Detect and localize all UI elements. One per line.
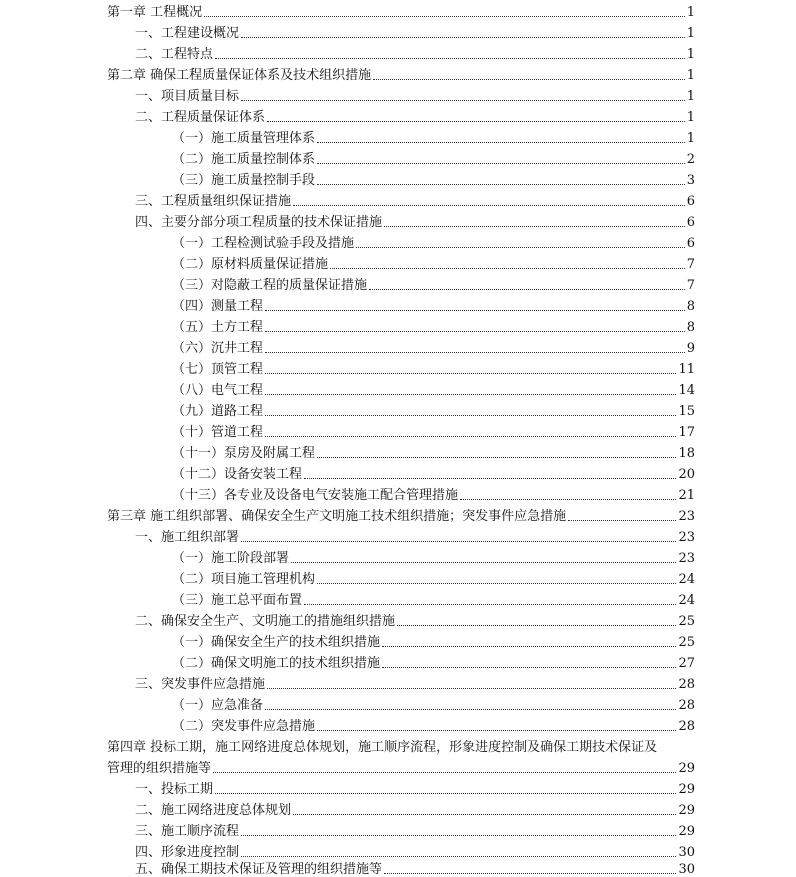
toc-entry-subsection[interactable]: [172, 357, 695, 377]
leader-dots: [241, 100, 685, 101]
toc-page-number: 29: [678, 803, 695, 818]
toc-entry-section[interactable]: [135, 210, 695, 230]
toc-page-number: 1: [686, 89, 695, 104]
toc-entry-subsection[interactable]: [172, 126, 695, 146]
toc-entry-section[interactable]: [135, 777, 695, 797]
leader-dots: [384, 226, 685, 227]
leader-dots: [317, 583, 676, 584]
leader-dots: [265, 310, 685, 311]
toc-entry-subsection[interactable]: [172, 630, 695, 650]
toc-page-number: 24: [678, 572, 695, 587]
toc-entry-section[interactable]: [135, 42, 695, 62]
toc-page-number: 1: [686, 26, 695, 41]
toc-page-number: 8: [686, 299, 695, 314]
toc-entry-chapter-4-line-1[interactable]: [107, 735, 695, 755]
toc-page-number: 23: [678, 509, 695, 524]
toc-page-number: 25: [678, 614, 695, 629]
leader-dots: [293, 814, 676, 815]
toc-entry-section[interactable]: [135, 798, 695, 818]
toc-entry-section[interactable]: [135, 819, 695, 839]
leader-dots: [215, 793, 676, 794]
toc-page-number: 8: [686, 320, 695, 335]
leader-dots: [265, 415, 676, 416]
toc-entry-title: （十二）设备安装工程: [172, 467, 303, 482]
toc-entry-section[interactable]: [135, 84, 695, 104]
toc-entry-title: 一、工程建设概况: [135, 26, 240, 41]
toc-page-number: 28: [678, 719, 695, 734]
leader-dots: [460, 499, 676, 500]
toc-entry-title: （十）管道工程: [172, 425, 264, 440]
toc-entry-title: 第二章 确保工程质量保证体系及技术组织措施: [107, 68, 372, 83]
toc-entry-section[interactable]: [135, 105, 695, 125]
toc-page-number: 29: [678, 824, 695, 839]
toc-entry-title: 三、突发事件应急措施: [135, 677, 266, 692]
toc-entry-section[interactable]: [135, 857, 695, 877]
leader-dots: [265, 331, 685, 332]
toc-entry-title: （九）道路工程: [172, 404, 264, 419]
toc-entry-title: （六）沉井工程: [172, 341, 264, 356]
leader-dots: [304, 478, 676, 479]
toc-page-number: 20: [678, 467, 695, 482]
toc-page-number: 6: [686, 194, 695, 209]
toc-entry-chapter-1[interactable]: [107, 0, 695, 20]
toc-entry-chapter-4-line-2[interactable]: [107, 756, 695, 776]
toc-entry-title: 二、确保安全生产、文明施工的措施组织措施: [135, 614, 396, 629]
leader-dots: [330, 268, 685, 269]
toc-entry-title: 第三章 施工组织部署、确保安全生产文明施工技术组织措施；突发事件应急措施: [107, 509, 567, 524]
leader-dots: [317, 184, 685, 185]
toc-entry-subsection[interactable]: [172, 252, 695, 272]
toc-entry-subsection[interactable]: [172, 441, 695, 461]
toc-entry-subsection[interactable]: [172, 420, 695, 440]
leader-dots: [241, 835, 676, 836]
toc-entry-subsection[interactable]: [172, 378, 695, 398]
toc-entry-title: 四、形象进度控制: [135, 845, 240, 860]
toc-page-number: 9: [686, 341, 695, 356]
toc-entry-title: （一）应急准备: [172, 698, 264, 713]
leader-dots: [397, 625, 676, 626]
toc-entry-subsection[interactable]: [172, 147, 695, 167]
toc-page-number: 1: [686, 47, 695, 62]
leader-dots: [317, 163, 685, 164]
toc-page-number: 14: [678, 383, 695, 398]
toc-entry-title: （二）突发事件应急措施: [172, 719, 316, 734]
toc-entry-title: （一）施工质量管理体系: [172, 131, 316, 146]
toc-entry-subsection[interactable]: [172, 168, 695, 188]
toc-entry-title: （一）工程检测试验手段及措施: [172, 236, 355, 251]
toc-page-number: 7: [686, 257, 695, 272]
toc-entry-title: （一）施工阶段部署: [172, 551, 290, 566]
toc-entry-subsection[interactable]: [172, 294, 695, 314]
toc-entry-subsection[interactable]: [172, 714, 695, 734]
leader-dots: [317, 142, 685, 143]
toc-entry-subsection[interactable]: [172, 546, 695, 566]
leader-dots: [304, 604, 676, 605]
toc-entry-title: 二、工程特点: [135, 47, 214, 62]
toc-page-number: 1: [686, 5, 695, 20]
leader-dots: [241, 541, 676, 542]
toc-entry-title: （五）土方工程: [172, 320, 264, 335]
toc-entry-title: 一、项目质量目标: [135, 89, 240, 104]
leader-dots: [213, 772, 676, 773]
toc-entry-title: 三、施工顺序流程: [135, 824, 240, 839]
toc-page-number: 28: [678, 677, 695, 692]
toc-entry-section[interactable]: [135, 189, 695, 209]
toc-entry-title: （四）测量工程: [172, 299, 264, 314]
leader-dots: [568, 520, 676, 521]
toc-entry-title: （三）施工总平面布置: [172, 593, 303, 608]
toc-page-number: 1: [686, 68, 695, 83]
toc-entry-subsection[interactable]: [172, 567, 695, 587]
toc-page-number: 21: [678, 488, 695, 503]
toc-entry-subsection[interactable]: [172, 273, 695, 293]
toc-page-number: 6: [686, 236, 695, 251]
toc-entry-section[interactable]: [135, 21, 695, 41]
toc-entry-title: 一、施工组织部署: [135, 530, 240, 545]
toc-entry-title: （十三）各专业及设备电气安装施工配合管理措施: [172, 488, 459, 503]
leader-dots: [265, 352, 685, 353]
toc-entry-subsection[interactable]: [172, 651, 695, 671]
toc-entry-title: 四、主要分部分项工程质量的技术保证措施: [135, 215, 383, 230]
toc-entry-title: 管理的组织措施等: [107, 761, 212, 776]
toc-page-number: 6: [686, 215, 695, 230]
leader-dots: [384, 873, 676, 874]
toc-entry-subsection[interactable]: [172, 588, 695, 608]
toc-entry-title: （二）施工质量控制体系: [172, 152, 316, 167]
leader-dots: [265, 709, 676, 710]
leader-dots: [204, 16, 685, 17]
toc-entry-title: 二、施工网络进度总体规划: [135, 803, 292, 818]
toc-page-number: 2: [686, 152, 695, 167]
toc-entry-title: 五、确保工期技术保证及管理的组织措施等: [135, 862, 383, 877]
toc-page-number: 29: [678, 761, 695, 776]
leader-dots: [267, 121, 685, 122]
toc-page-number: 24: [678, 593, 695, 608]
toc-entry-title: 三、工程质量组织保证措施: [135, 194, 292, 209]
leader-dots: [241, 37, 685, 38]
toc-page-number: 11: [678, 362, 695, 377]
toc-entry-title: （一）确保安全生产的技术组织措施: [172, 635, 381, 650]
leader-dots: [265, 436, 676, 437]
toc-entry-title: 一、投标工期: [135, 782, 214, 797]
toc-page-number: 1: [686, 110, 695, 125]
toc-page-number: 25: [678, 635, 695, 650]
leader-dots: [369, 289, 685, 290]
toc-page-number: 29: [678, 782, 695, 797]
toc-entry-title: 第四章 投标工期，施工网络进度总体规划，施工顺序流程，形象进度控制及确保工期技术保证及: [107, 740, 658, 755]
toc-entry-subsection[interactable]: [172, 336, 695, 356]
leader-dots: [373, 79, 685, 80]
leader-dots: [317, 457, 676, 458]
toc-entry-subsection[interactable]: [172, 315, 695, 335]
toc-entry-title: （二）项目施工管理机构: [172, 572, 316, 587]
toc-entry-title: （八）电气工程: [172, 383, 264, 398]
toc-entry-title: （三）施工质量控制手段: [172, 173, 316, 188]
leader-dots: [265, 373, 676, 374]
toc-entry-title: （二）原材料质量保证措施: [172, 257, 329, 272]
toc-page-number: 18: [678, 446, 695, 461]
toc-entry-title: 第一章 工程概况: [107, 5, 203, 20]
toc-page-number: 28: [678, 698, 695, 713]
leader-dots: [215, 58, 685, 59]
toc-page-number: 27: [678, 656, 695, 671]
toc-page-number: 17: [678, 425, 695, 440]
toc-page-number: 3: [686, 173, 695, 188]
toc-entry-title: （三）对隐蔽工程的质量保证措施: [172, 278, 368, 293]
toc-page-number: 23: [678, 551, 695, 566]
toc-entry-title: 二、工程质量保证体系: [135, 110, 266, 125]
leader-dots: [317, 730, 676, 731]
leader-dots: [382, 667, 676, 668]
toc-entry-title: （二）确保文明施工的技术组织措施: [172, 656, 381, 671]
toc-entry-title: （七）顶管工程: [172, 362, 264, 377]
toc-page-number: 30: [678, 845, 695, 860]
toc-entry-subsection[interactable]: [172, 462, 695, 482]
toc-page-number: 7: [686, 278, 695, 293]
toc-entry-subsection[interactable]: [172, 399, 695, 419]
leader-dots: [267, 688, 676, 689]
toc-entry-chapter-3[interactable]: [107, 504, 695, 524]
toc-page-number: 15: [678, 404, 695, 419]
leader-dots: [293, 205, 685, 206]
leader-dots: [382, 646, 676, 647]
leader-dots: [356, 247, 685, 248]
toc-entry-section[interactable]: [135, 672, 695, 692]
toc-entry-section[interactable]: [135, 609, 695, 629]
toc-entry-section[interactable]: [135, 525, 695, 545]
toc-page-number: 23: [678, 530, 695, 545]
toc-entry-subsection[interactable]: [172, 231, 695, 251]
leader-dots: [291, 562, 676, 563]
leader-dots: [265, 394, 676, 395]
toc-entry-title: （十一）泵房及附属工程: [172, 446, 316, 461]
toc-entry-chapter-2[interactable]: [107, 63, 695, 83]
toc-entry-subsection[interactable]: [172, 483, 695, 503]
toc-entry-subsection[interactable]: [172, 693, 695, 713]
toc-page-number: 1: [686, 131, 695, 146]
toc-page-number: 30: [678, 862, 695, 877]
